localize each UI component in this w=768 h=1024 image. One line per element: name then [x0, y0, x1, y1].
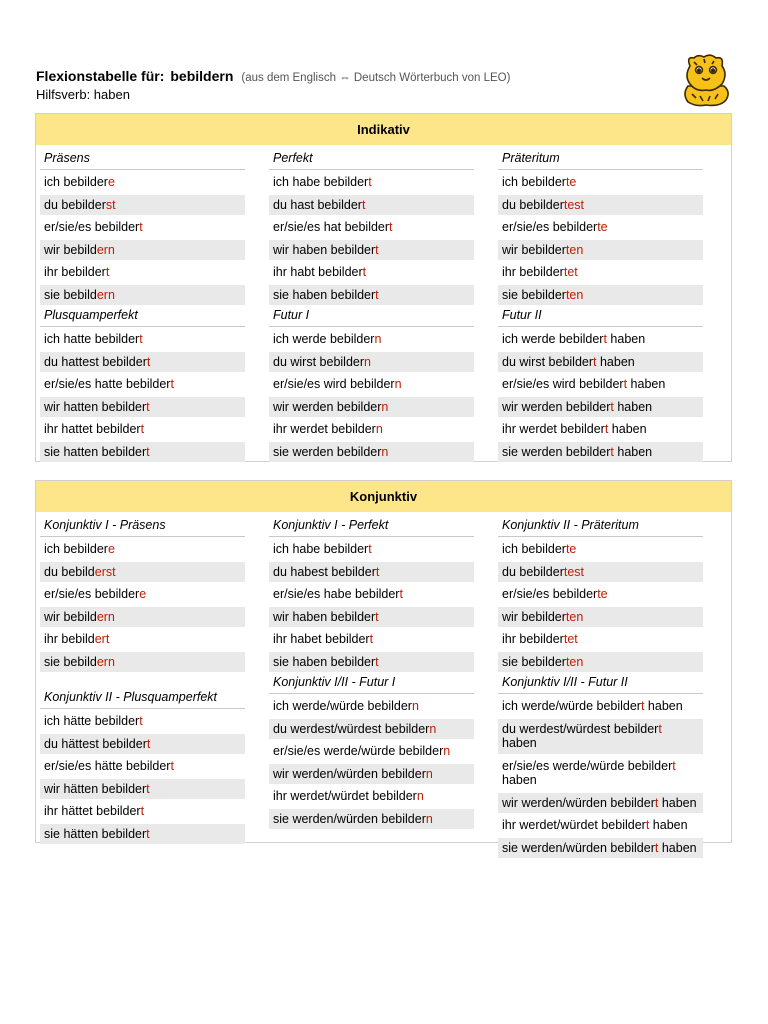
- auxiliary-tail: haben: [606, 332, 646, 346]
- verb-ending: t: [658, 721, 662, 736]
- verb-stem: ich werde/würde bebilder: [502, 699, 641, 713]
- title-line: [36, 66, 596, 88]
- conjugation-row: [498, 838, 703, 859]
- conjugation-row: [40, 397, 245, 418]
- verb-title: bebildern: [170, 68, 234, 84]
- conjugation-row: [269, 195, 474, 216]
- conjugation-row: [269, 607, 474, 628]
- conjugation-row: [269, 719, 474, 740]
- dictionary-source: (aus dem Englisch ⇔ Deutsch Wörterbuch von LEO): [241, 72, 511, 84]
- verb-stem: sie werden bebilder: [273, 444, 382, 459]
- verb-stem: wir bebild: [44, 242, 97, 257]
- verb-stem: ich bebilder: [44, 175, 108, 189]
- conjugation-row: [40, 352, 245, 373]
- conjugation-row: [40, 217, 245, 238]
- verb-stem: du werdest/würdest bebilder: [502, 721, 659, 736]
- tense-title: Präsens: [40, 147, 245, 170]
- verb-stem: du hättest bebilder: [44, 736, 147, 751]
- conjugation-row: [498, 285, 703, 306]
- verb-ending: t: [362, 265, 367, 279]
- verb-ending: te: [565, 542, 577, 556]
- verb-stem: ihr habt bebilder: [273, 265, 363, 279]
- conjugation-row: [269, 172, 474, 193]
- tense-title: Konjunktiv I/II - Futur II: [498, 671, 703, 694]
- tense-title: Konjunktiv I - Präsens: [40, 514, 245, 537]
- verb-ending: te: [565, 175, 577, 189]
- conjugation-row: [40, 419, 245, 440]
- verb-ending: t: [140, 804, 145, 818]
- verb-ending: t: [139, 220, 143, 234]
- verb-stem: wir werden/würden bebilder: [502, 795, 655, 810]
- verb-ending: tet: [563, 265, 578, 279]
- conjugation-row: [498, 584, 703, 605]
- auxiliary-tail: haben: [644, 699, 683, 713]
- verb-stem: du werdest/würdest bebilder: [273, 721, 430, 736]
- conjugation-row: [269, 539, 474, 560]
- conjugation-row: [40, 824, 245, 845]
- verb-stem: er/sie/es wird bebilder: [273, 377, 395, 391]
- auxiliary-tail: haben: [613, 399, 653, 414]
- conjugation-row: [498, 217, 703, 238]
- verb-stem: wir haben bebilder: [273, 609, 376, 624]
- conjugation-row: [269, 764, 474, 785]
- verb-stem: ich hätte bebilder: [44, 714, 140, 728]
- conjugation-row: [498, 374, 703, 395]
- verb-ending: n: [381, 444, 389, 459]
- verb-ending: t: [139, 332, 143, 346]
- verb-stem: wir hätten bebilder: [44, 781, 147, 796]
- verb-ending: t: [375, 564, 380, 579]
- verb-ending: n: [364, 354, 371, 369]
- verb-stem: du wirst bebilder: [502, 354, 594, 369]
- conjugation-row: [269, 809, 474, 830]
- verb-ending: t: [623, 377, 628, 391]
- tense-title: Plusquamperfekt: [40, 304, 245, 327]
- verb-ending: st: [105, 197, 116, 212]
- conjugation-row: [498, 793, 703, 814]
- verb-stem: wir werden/würden bebilder: [273, 766, 426, 781]
- conjugation-row: [498, 696, 703, 717]
- verb-stem: du wirst bebilder: [273, 354, 365, 369]
- tense-group: [40, 514, 245, 672]
- conjugation-row: [269, 329, 474, 350]
- auxiliary-tail: haben: [502, 773, 537, 787]
- tense-group: [40, 686, 245, 844]
- conjugation-row: [40, 629, 245, 650]
- verb-ending: t: [399, 587, 403, 601]
- conjugation-row: [269, 629, 474, 650]
- verb-stem: er/sie/es bebilder: [44, 220, 140, 234]
- verb-ending: t: [368, 175, 372, 189]
- conjugation-row: [40, 562, 245, 583]
- verb-stem: sie haben bebilder: [273, 287, 376, 302]
- verb-stem: ihr hättet bebilder: [44, 804, 141, 818]
- verb-ending: t: [610, 399, 614, 414]
- verb-ending: t: [146, 399, 150, 414]
- verb-stem: ihr bebilder: [502, 265, 564, 279]
- verb-stem: ihr werdet/würdet bebilder: [273, 789, 417, 803]
- conjugation-row: [269, 352, 474, 373]
- auxiliary-tail: haben: [608, 422, 647, 436]
- verb-ending: ten: [565, 654, 584, 669]
- conjugation-row: [269, 652, 474, 673]
- verb-ending: t: [645, 818, 650, 832]
- verb-ending: n: [429, 721, 437, 736]
- conjugation-row: [269, 374, 474, 395]
- verb-stem: ihr hattet bebilder: [44, 422, 141, 436]
- verb-ending: te: [597, 587, 608, 601]
- conjugation-row: [498, 652, 703, 673]
- verb-ending: t: [375, 609, 379, 624]
- verb-ending: t: [375, 654, 379, 669]
- verb-ending: ern: [96, 609, 115, 624]
- verb-stem: ich habe bebilder: [273, 175, 369, 189]
- verb-ending: n: [381, 399, 389, 414]
- verb-ending: tet: [563, 632, 578, 646]
- conjugation-row: [40, 329, 245, 350]
- verb-ending: t: [368, 542, 372, 556]
- verb-stem: er/sie/es werde/würde bebilder: [502, 758, 673, 773]
- conjugation-row: [269, 562, 474, 583]
- conjugation-row: [498, 539, 703, 560]
- conjugation-row: [498, 329, 703, 350]
- tense-title: Präteritum: [498, 147, 703, 170]
- verb-ending: t: [361, 197, 366, 212]
- verb-stem: er/sie/es hätte bebilder: [44, 759, 171, 773]
- conjugation-row: [40, 240, 245, 261]
- verb-stem: ihr bebilder: [502, 632, 564, 646]
- tense-group: [269, 671, 474, 829]
- verb-stem: ich bebilder: [44, 542, 108, 556]
- verb-ending: ern: [96, 287, 115, 302]
- tense-title: Konjunktiv I/II - Futur I: [269, 671, 474, 694]
- tense-group: [498, 671, 703, 858]
- verb-stem: sie bebild: [44, 287, 97, 302]
- verb-stem: du bebild: [44, 564, 95, 579]
- verb-stem: er/sie/es wird bebilder: [502, 377, 624, 391]
- verb-stem: wir werden bebilder: [273, 399, 382, 414]
- verb-stem: ich bebilder: [502, 175, 566, 189]
- verb-ending: t: [610, 444, 614, 459]
- conjugation-row: [498, 607, 703, 628]
- conjugation-row: [269, 741, 474, 762]
- verb-stem: wir bebild: [44, 609, 97, 624]
- tense-title: Futur I: [269, 304, 474, 327]
- tense-title: Perfekt: [269, 147, 474, 170]
- conjugation-row: [498, 719, 703, 754]
- section-konjunktiv: [35, 480, 732, 855]
- verb-ending: ten: [565, 609, 584, 624]
- verb-ending: t: [146, 444, 150, 459]
- conjugation-row: [269, 584, 474, 605]
- verb-stem: du habest bebilder: [273, 564, 376, 579]
- verb-ending: e: [107, 175, 115, 189]
- verb-ending: t: [593, 354, 597, 369]
- verb-stem: wir haben bebilder: [273, 242, 376, 257]
- verb-stem: er/sie/es bebilder: [502, 220, 598, 234]
- verb-stem: sie hatten bebilder: [44, 444, 147, 459]
- conjugation-row: [269, 262, 474, 283]
- conjugation-row: [40, 584, 245, 605]
- verb-ending: t: [603, 332, 607, 346]
- verb-ending: t: [146, 826, 150, 841]
- tense-group: [498, 304, 703, 462]
- tense-group: [40, 304, 245, 462]
- verb-ending: n: [374, 332, 382, 346]
- verb-ending: erst: [94, 564, 116, 579]
- conjugation-row: [498, 352, 703, 373]
- verb-stem: sie bebilder: [502, 287, 566, 302]
- verb-stem: wir bebilder: [502, 609, 566, 624]
- verb-stem: ihr werdet bebilder: [502, 422, 605, 436]
- verb-ending: ten: [565, 242, 584, 257]
- conjugation-row: [498, 195, 703, 216]
- conjugation-row: [40, 801, 245, 822]
- section-indikativ: [35, 113, 732, 462]
- verb-stem: ich werde bebilder: [273, 332, 375, 346]
- verb-ending: t: [640, 699, 645, 713]
- tense-group: [269, 514, 474, 672]
- conjugation-row: [269, 217, 474, 238]
- verb-ending: t: [170, 377, 174, 391]
- conjugation-row: [40, 195, 245, 216]
- verb-ending: n: [443, 744, 451, 758]
- conjugation-row: [498, 815, 703, 836]
- conjugation-row: [40, 652, 245, 673]
- verb-ending: t: [146, 354, 151, 369]
- verb-stem: ich habe bebilder: [273, 542, 369, 556]
- verb-ending: ten: [565, 287, 584, 302]
- verb-ending: n: [425, 766, 433, 781]
- leo-lion-logo-icon[interactable]: [678, 50, 732, 108]
- tense-group: [498, 514, 703, 672]
- verb-ending: n: [394, 377, 402, 391]
- verb-ending: t: [389, 220, 393, 234]
- verb-ending: t: [654, 795, 659, 810]
- verb-stem: wir bebilder: [502, 242, 566, 257]
- verb-ending: t: [105, 265, 110, 279]
- verb-stem: du bebilder: [502, 564, 564, 579]
- verb-stem: ich werde bebilder: [502, 332, 604, 346]
- verb-stem: sie bebild: [44, 654, 97, 669]
- verb-stem: du hast bebilder: [273, 197, 362, 212]
- conjugation-row: [269, 397, 474, 418]
- verb-stem: er/sie/es hat bebilder: [273, 220, 390, 234]
- title-label: Flexionstabelle für:: [36, 68, 165, 84]
- auxiliary-tail: haben: [502, 736, 537, 750]
- verb-ending: t: [369, 632, 374, 646]
- verb-ending: n: [411, 699, 419, 713]
- conjugation-row: [40, 734, 245, 755]
- conjugation-row: [269, 696, 474, 717]
- conjugation-row: [498, 562, 703, 583]
- conjugation-row: [269, 786, 474, 807]
- verb-stem: er/sie/es hatte bebilder: [44, 377, 171, 391]
- verb-stem: sie haben bebilder: [273, 654, 376, 669]
- verb-ending: n: [416, 789, 424, 803]
- conjugation-row: [498, 756, 703, 791]
- verb-stem: er/sie/es bebilder: [502, 587, 598, 601]
- auxiliary-tail: haben: [596, 354, 635, 369]
- verb-stem: du bebilder: [502, 197, 564, 212]
- conjugation-row: [40, 539, 245, 560]
- conjugation-row: [498, 629, 703, 650]
- verb-stem: sie hätten bebilder: [44, 826, 147, 841]
- conjugation-row: [40, 711, 245, 732]
- verb-stem: sie werden/würden bebilder: [273, 811, 426, 826]
- verb-stem: wir hatten bebilder: [44, 399, 147, 414]
- verb-stem: ich werde/würde bebilder: [273, 699, 412, 713]
- tense-group: [498, 147, 703, 305]
- verb-stem: du hattest bebilder: [44, 354, 147, 369]
- tense-title: Futur II: [498, 304, 703, 327]
- verb-stem: er/sie/es bebilder: [44, 587, 140, 601]
- verb-stem: ich bebilder: [502, 542, 566, 556]
- verb-ending: e: [139, 587, 147, 601]
- conjugation-row: [40, 374, 245, 395]
- auxiliary-tail: haben: [658, 795, 697, 810]
- conjugation-row: [498, 240, 703, 261]
- verb-ending: t: [140, 422, 145, 436]
- section-header: Indikativ: [36, 114, 731, 145]
- tense-group: [269, 304, 474, 462]
- page-header: [36, 66, 596, 103]
- tense-group: [269, 147, 474, 305]
- conjugation-row: [40, 172, 245, 193]
- verb-ending: t: [139, 714, 143, 728]
- verb-ending: t: [146, 781, 150, 796]
- verb-stem: ihr bebilder: [44, 265, 106, 279]
- verb-stem: ihr werdet bebilder: [273, 422, 376, 436]
- verb-ending: n: [425, 811, 433, 826]
- auxiliary-tail: haben: [613, 444, 653, 459]
- verb-ending: t: [654, 840, 659, 855]
- conjugation-row: [498, 419, 703, 440]
- verb-stem: wir werden bebilder: [502, 399, 611, 414]
- conjugation-row: [498, 172, 703, 193]
- tense-title: Konjunktiv II - Plusquamperfekt: [40, 686, 245, 709]
- verb-stem: sie werden bebilder: [502, 444, 611, 459]
- verb-stem: sie bebilder: [502, 654, 566, 669]
- verb-ending: e: [107, 542, 115, 556]
- conjugation-row: [40, 779, 245, 800]
- verb-stem: sie werden/würden bebilder: [502, 840, 655, 855]
- verb-stem: ich hatte bebilder: [44, 332, 140, 346]
- conjugation-row: [40, 262, 245, 283]
- verb-stem: ihr bebild: [44, 632, 95, 646]
- verb-stem: du bebilder: [44, 197, 106, 212]
- section-header: Konjunktiv: [36, 481, 731, 512]
- verb-ending: ern: [96, 654, 115, 669]
- verb-ending: ert: [94, 632, 110, 646]
- verb-ending: ern: [96, 242, 115, 257]
- tense-title: Konjunktiv I - Perfekt: [269, 514, 474, 537]
- verb-ending: te: [597, 220, 608, 234]
- tense-group: [40, 147, 245, 305]
- verb-stem: ihr werdet/würdet bebilder: [502, 818, 646, 832]
- auxiliary-verb: Hilfsverb: haben: [36, 87, 130, 102]
- conjugation-row: [498, 442, 703, 463]
- conjugation-row: [40, 756, 245, 777]
- verb-ending: t: [170, 759, 174, 773]
- conjugation-row: [269, 442, 474, 463]
- conjugation-row: [269, 419, 474, 440]
- conjugation-row: [40, 442, 245, 463]
- conjugation-row: [498, 397, 703, 418]
- conjugation-row: [40, 607, 245, 628]
- verb-stem: er/sie/es werde/würde bebilder: [273, 744, 444, 758]
- verb-ending: t: [375, 242, 379, 257]
- conjugation-row: [40, 285, 245, 306]
- verb-ending: t: [672, 758, 676, 773]
- conjugation-row: [498, 262, 703, 283]
- auxiliary-tail: haben: [658, 840, 697, 855]
- conjugation-row: [269, 285, 474, 306]
- verb-ending: t: [146, 736, 151, 751]
- verb-ending: test: [563, 564, 585, 579]
- verb-ending: n: [375, 422, 383, 436]
- verb-ending: t: [604, 422, 609, 436]
- auxiliary-tail: haben: [627, 377, 666, 391]
- auxiliary-tail: haben: [649, 818, 688, 832]
- verb-ending: t: [375, 287, 379, 302]
- tense-title: Konjunktiv II - Präteritum: [498, 514, 703, 537]
- verb-stem: ihr habet bebilder: [273, 632, 370, 646]
- conjugation-row: [269, 240, 474, 261]
- verb-stem: er/sie/es habe bebilder: [273, 587, 400, 601]
- verb-ending: test: [563, 197, 585, 212]
